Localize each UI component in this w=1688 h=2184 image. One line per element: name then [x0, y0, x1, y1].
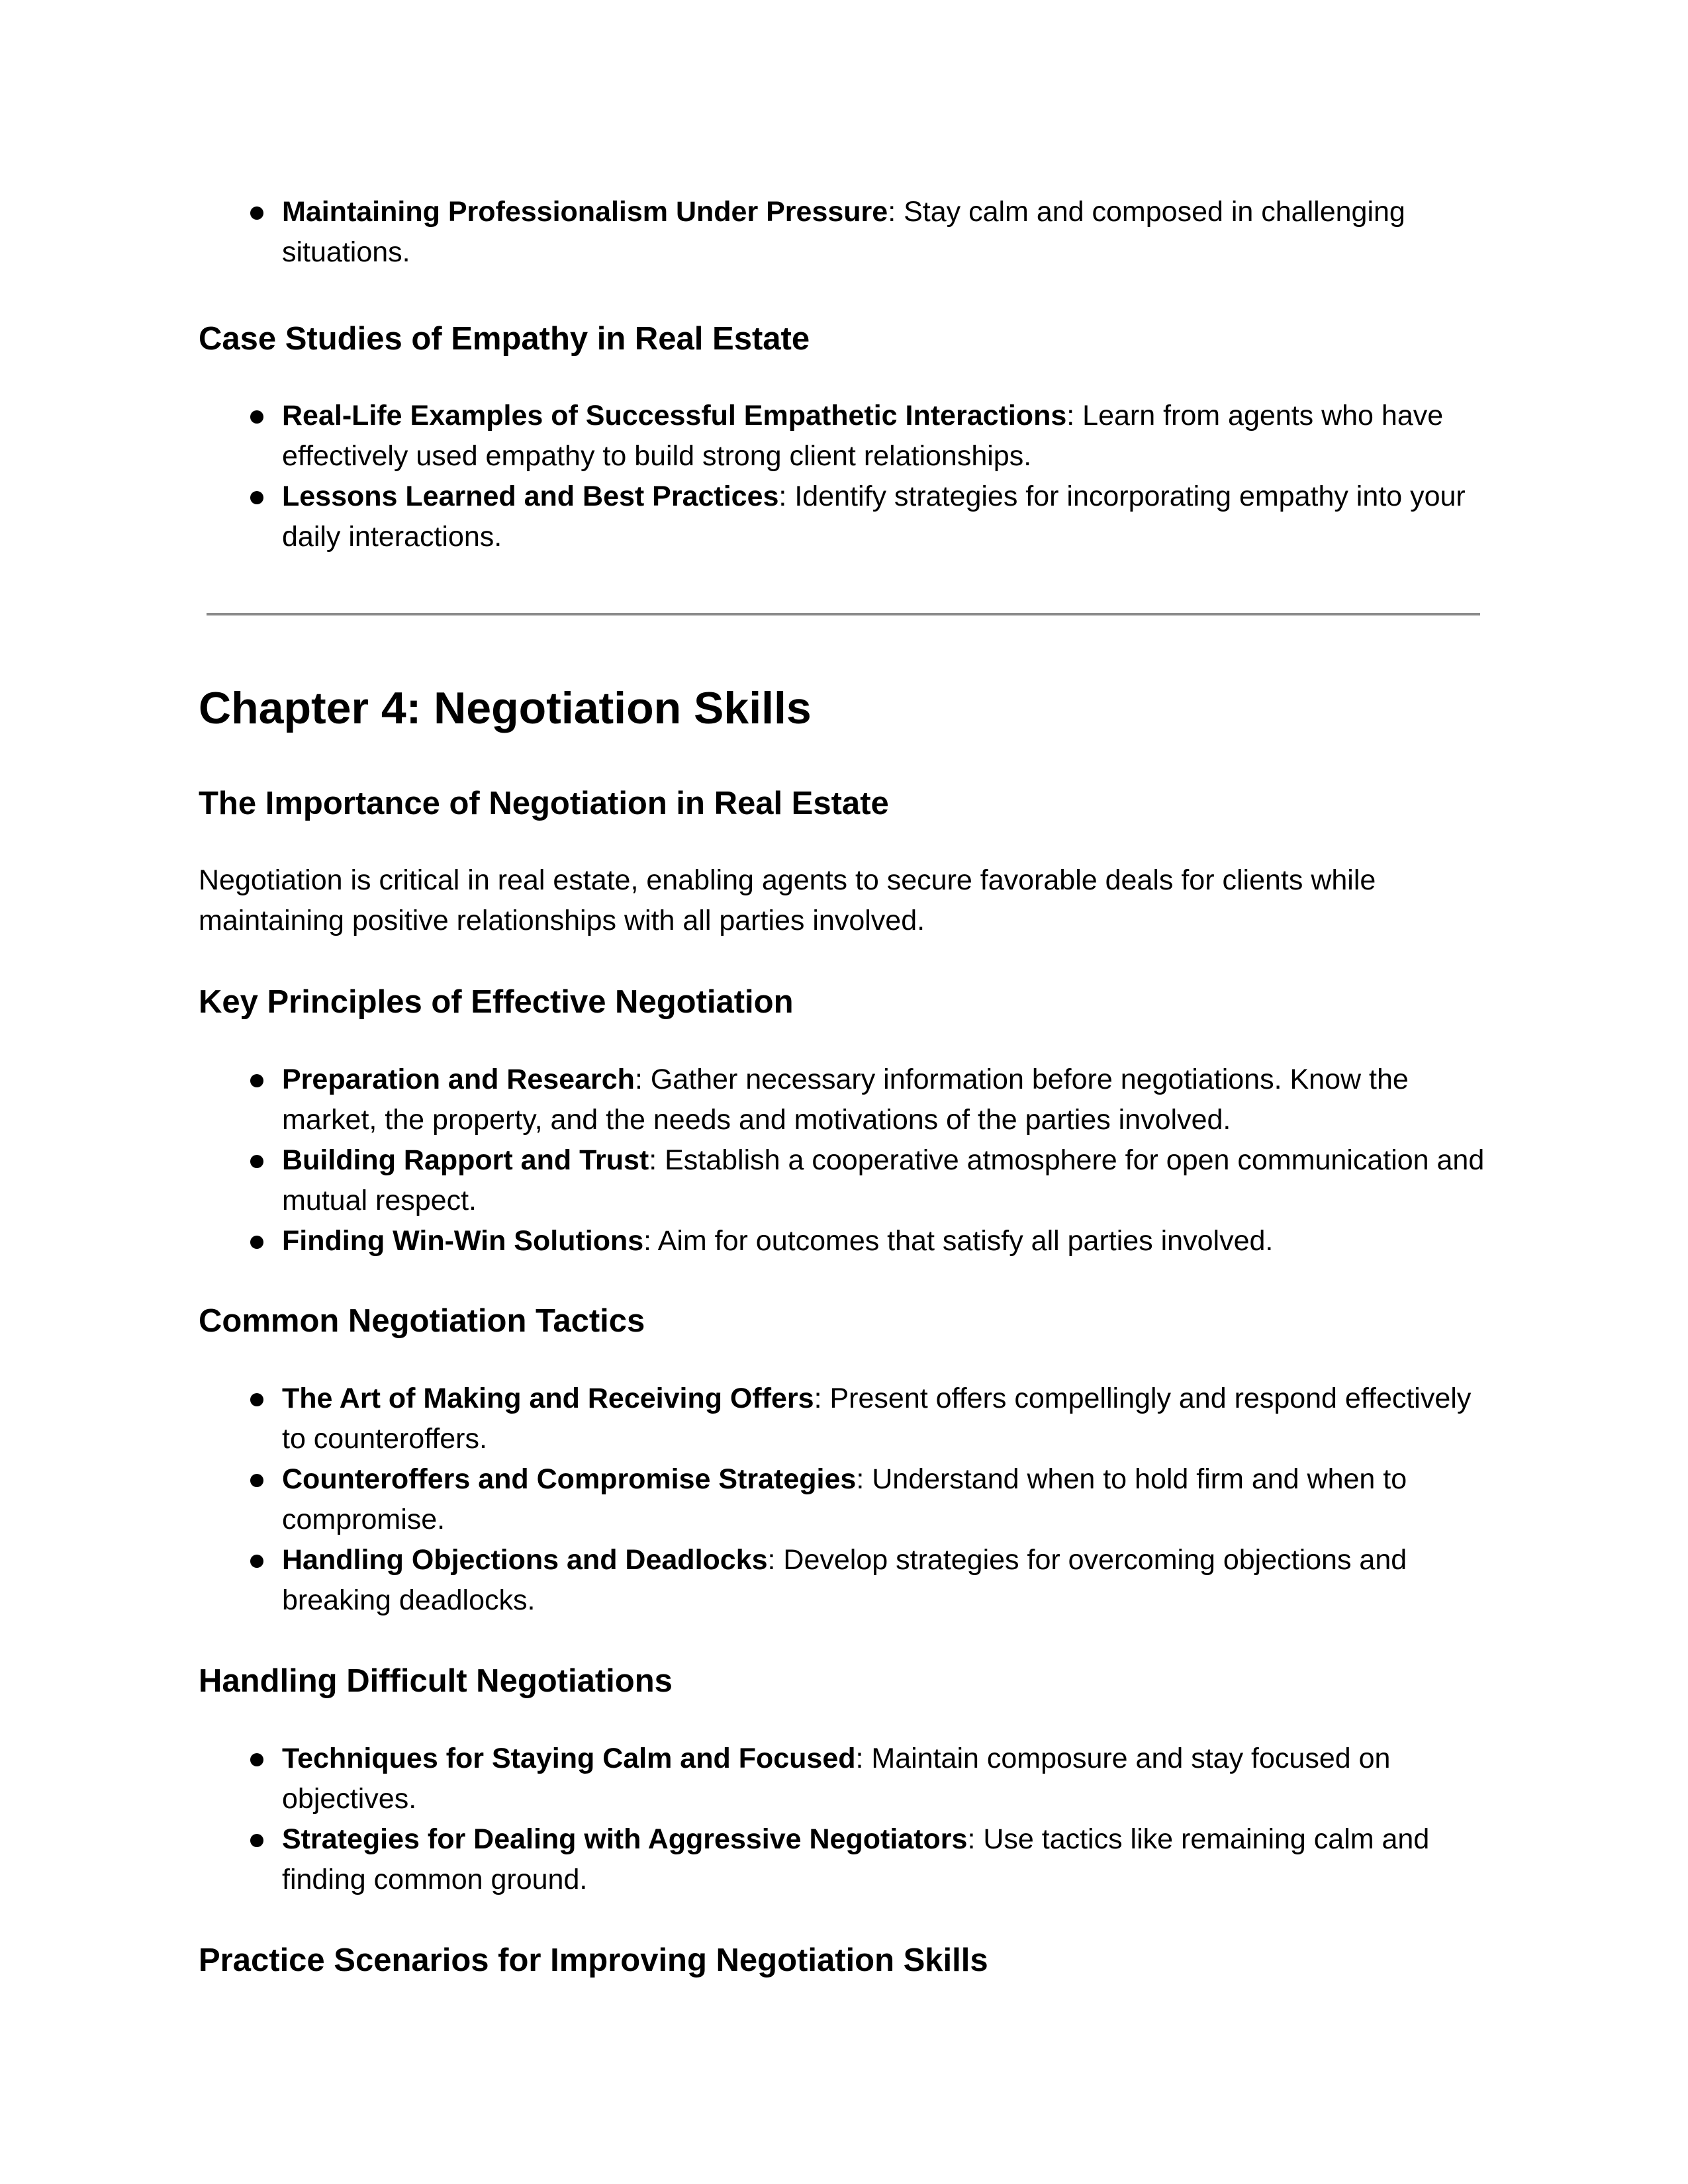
practice-section [199, 1940, 1496, 1980]
section-heading: Practice Scenarios for Improving Negotiation Skills [199, 1942, 988, 1978]
bullet-icon [250, 1074, 263, 1087]
list-item-term: The Art of Making and Receiving Offers [282, 1383, 814, 1414]
list-item [199, 477, 1496, 557]
difficult-section [199, 1661, 1496, 1701]
importance-paragraph-block [199, 860, 1496, 941]
list-item-text: : Develop strategies for overcoming objections and breaking deadlocks. [282, 1544, 1407, 1616]
list-item [199, 1060, 1496, 1140]
list-item [199, 192, 1496, 273]
section-divider [207, 613, 1480, 615]
bullet-list [199, 396, 1496, 557]
tactics-list [199, 1379, 1496, 1621]
list-item-term: Lessons Learned and Best Practices [282, 480, 779, 512]
list-item-term: Techniques for Staying Calm and Focused [282, 1743, 856, 1774]
list-item-term: Preparation and Research [282, 1064, 635, 1095]
bullet-icon [250, 1393, 263, 1406]
chapter-header [199, 682, 1496, 735]
list-item-text: : Present offers compellingly and respond effectively to counteroffers. [282, 1383, 1472, 1455]
list-item-term: Real-Life Examples of Successful Empathetic Interactions [282, 400, 1067, 432]
bullet-icon [250, 1155, 263, 1168]
list-item [199, 1140, 1496, 1221]
list-item-text: : Stay calm and composed in challenging situations. [282, 196, 1405, 268]
bullet-list [199, 192, 1496, 273]
bullet-list [199, 1379, 1496, 1621]
bullet-icon [250, 1555, 263, 1568]
list-item-text: : Identify strategies for incorporating empathy into your daily interactions. [282, 480, 1466, 553]
case-studies-list [199, 396, 1496, 557]
section-heading: Handling Difficult Negotiations [199, 1663, 673, 1699]
section-heading: The Importance of Negotiation in Real Estate [199, 786, 889, 821]
section-heading: Case Studies of Empathy in Real Estate [199, 321, 810, 357]
list-item-text: : Understand when to hold firm and when to compromise. [282, 1463, 1407, 1535]
list-item [199, 1221, 1496, 1261]
list-item-text: : Aim for outcomes that satisfy all parties involved. [643, 1225, 1274, 1257]
tactics-section [199, 1301, 1496, 1341]
list-item [199, 1819, 1496, 1900]
list-item [199, 1379, 1496, 1459]
list-item-term: Counteroffers and Compromise Strategies [282, 1463, 857, 1495]
list-item-term: Strategies for Dealing with Aggressive Negotiators [282, 1823, 968, 1855]
list-item-text: : Establish a cooperative atmosphere for open communication and mutual respect. [282, 1144, 1485, 1216]
list-item-text: : Gather necessary information before negotiations. Know the market, the property, and the needs and motivations of the parties involved. [282, 1064, 1409, 1136]
bullet-icon [250, 1753, 263, 1766]
list-item-term: Building Rapport and Trust [282, 1144, 649, 1176]
list-item [199, 396, 1496, 477]
paragraph: Negotiation is critical in real estate, enabling agents to secure favorable deals for clients while maintaining positive relationships with all parties involved. [199, 864, 1376, 936]
list-item-term: Finding Win-Win Solutions [282, 1225, 644, 1257]
list-item-text: : Maintain composure and stay focused on objectives. [282, 1743, 1391, 1815]
list-item-term: Handling Objections and Deadlocks [282, 1544, 768, 1576]
bullet-icon [250, 410, 263, 424]
section-heading: Common Negotiation Tactics [199, 1303, 645, 1339]
bullet-icon [250, 1236, 263, 1249]
previous-section-list [199, 192, 1496, 273]
difficult-list [199, 1739, 1496, 1900]
bullet-icon [250, 206, 263, 220]
list-item-text: : Learn from agents who have effectively used empathy to build strong client relationships. [282, 400, 1444, 472]
bullet-icon [250, 491, 263, 504]
bullet-icon [250, 1834, 263, 1847]
principles-list [199, 1060, 1496, 1261]
section-heading: Key Principles of Effective Negotiation [199, 984, 794, 1020]
chapter-title: Chapter 4: Negotiation Skills [199, 683, 812, 733]
list-item [199, 1540, 1496, 1621]
importance-section [199, 784, 1496, 823]
bullet-list [199, 1739, 1496, 1900]
bullet-icon [250, 1474, 263, 1487]
bullet-list [199, 1060, 1496, 1261]
list-item-term: Maintaining Professionalism Under Pressure [282, 196, 888, 228]
list-item [199, 1459, 1496, 1540]
list-item [199, 1739, 1496, 1819]
list-item-text: : Use tactics like remaining calm and finding common ground. [282, 1823, 1430, 1895]
principles-section [199, 982, 1496, 1022]
case-studies-section [199, 319, 1496, 359]
